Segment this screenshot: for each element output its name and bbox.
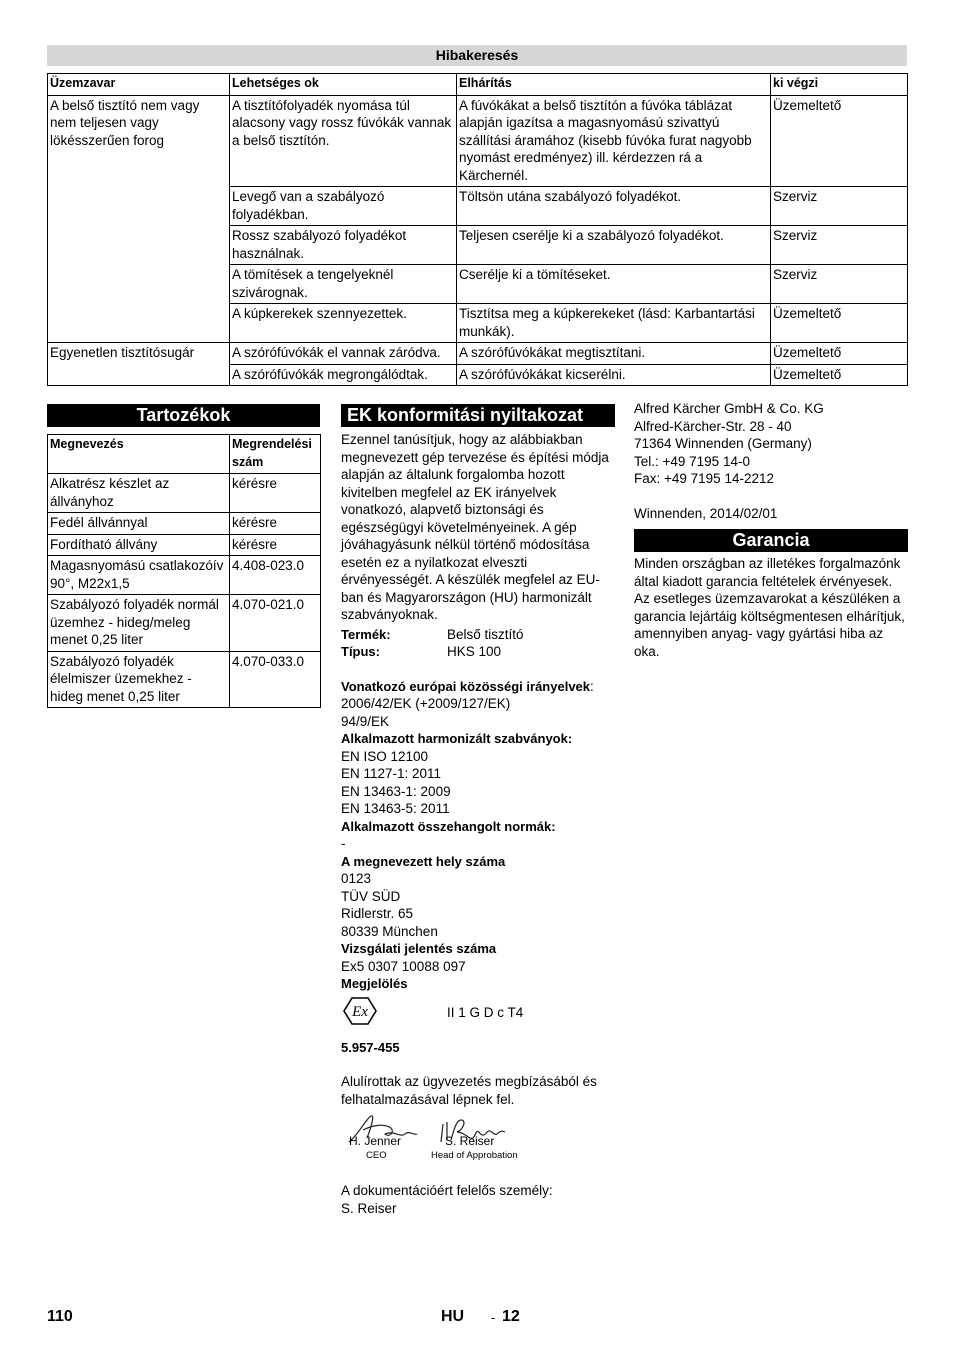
report-label: Vizsgálati jelentés száma — [341, 941, 497, 956]
fix-cell: Tisztítsa meg a kúpkerekeket (lásd: Karbantartási munkák). — [457, 304, 771, 343]
product-label: Termék: — [341, 626, 391, 642]
accessory-name: Szabályozó folyadék élelmiszer üzemekhez - hideg menet 0,25 liter — [48, 651, 230, 708]
table-row — [48, 534, 321, 556]
directives-heading — [341, 678, 615, 696]
coordinated-label: Alkalmazott összehangolt normák: — [341, 818, 556, 834]
header-who: ki végzi — [771, 74, 908, 96]
cause-cell: A kúpkerekek szennyezettek. — [230, 304, 457, 343]
doc-responsible-label: A dokumentációért felelős személy: — [341, 1183, 553, 1198]
notified-item: 0123 — [341, 871, 372, 886]
accessory-name: Alkatrész készlet az állványhoz — [48, 474, 230, 513]
table-row — [48, 651, 321, 708]
harmonized-item: EN 13463-1: 2009 — [341, 783, 451, 799]
troubleshooting-header-row — [48, 74, 908, 96]
fix-cell: Teljesen cserélje ki a szabályozó folyadékot. — [457, 226, 771, 265]
product-value: Belső tisztító — [447, 626, 524, 642]
cause-cell: A szórófúvókák el vannak záródva. — [230, 343, 457, 365]
who-cell: Üzemeltető — [771, 343, 908, 365]
page-number: 110 — [47, 1308, 73, 1325]
harmonized-item: EN 1127-1: 2011 — [341, 766, 442, 781]
warranty-text: Minden országban az illetékes forgalmazónk által kiadott garancia feltételek érvényesek. Az esetleges üzemzavarokat a készüléken a garancia lejártáig költségmentesen elhárítjuk, amennyiben anyag- vagy gyártási hiba az oka. — [634, 556, 905, 659]
warranty-title: Garancia — [634, 529, 908, 552]
footer-language: HU — [441, 1308, 465, 1325]
fix-cell: A szórófúvókákat kicserélni. — [457, 364, 771, 386]
accessories-header-row — [48, 435, 321, 474]
notified-item: Ridlerstr. 65 — [341, 906, 414, 921]
accessory-name: Szabályozó folyadék normál üzemhez - hideg/meleg menet 0,25 liter — [48, 595, 230, 652]
fault-cell: Egyenetlen tisztítósugár — [48, 343, 230, 386]
accessory-order-no: 4.070-021.0 — [230, 595, 321, 652]
harmonized-item: EN ISO 12100 — [341, 748, 429, 764]
signatures — [341, 1112, 615, 1170]
harmonized-label: Alkalmazott harmonizált szabványok: — [341, 731, 573, 746]
fix-cell: Töltsön utána szabályozó folyadékot. — [457, 187, 771, 226]
header-cause: Lehetséges ok — [230, 74, 457, 96]
company-line: 71364 Winnenden (Germany) — [634, 436, 812, 451]
footer-dash: - — [491, 1310, 496, 1325]
marking-value: II 1 G D c T4 — [447, 1004, 524, 1020]
fix-cell: A fúvókákat a belső tisztítón a fúvóka táblázat alapján igazítsa a magasnyomású szivattyú szállítási áramához (kisebb fúvóka furat nagyobb nyomást eredményez) ill. kérdezzen rá a Kärchernél. — [457, 95, 771, 187]
footer-subpage: 12 — [502, 1308, 520, 1325]
cause-cell: A tisztítófolyadék nyomása túl alacsony vagy rossz fúvókák vannak a belső tisztítón. — [230, 95, 457, 187]
accessory-order-no: kérésre — [230, 474, 321, 513]
fix-cell: A szórófúvókákat megtisztítani. — [457, 343, 771, 365]
signer1-role: CEO — [366, 1150, 387, 1161]
company-line: Alfred-Kärcher-Str. 28 - 40 — [634, 418, 792, 434]
type-label: Típus: — [341, 644, 380, 659]
marking-label: Megjelölés — [341, 976, 408, 991]
who-cell: Üzemeltető — [771, 364, 908, 386]
accessory-order-no: kérésre — [230, 534, 321, 556]
ex-hexagon-icon — [343, 996, 377, 1026]
troubleshooting-title: Hibakeresés — [47, 45, 907, 66]
fault-cell: A belső tisztító nem vagy nem teljesen vagy lökésszerűen forog — [48, 95, 230, 343]
company-date: Winnenden, 2014/02/01 — [634, 505, 778, 521]
product-code: 5.957-455 — [341, 1039, 400, 1055]
who-cell: Szerviz — [771, 187, 908, 226]
type-value: HKS 100 — [447, 644, 502, 659]
troubleshooting-table — [47, 73, 908, 386]
header-order-no: Megrendelési szám — [230, 435, 321, 474]
signer2-name: S. Reiser — [445, 1134, 495, 1148]
who-cell: Szerviz — [771, 265, 908, 304]
company-line: Alfred Kärcher GmbH & Co. KG — [634, 401, 824, 416]
who-cell: Üzemeltető — [771, 304, 908, 343]
who-cell: Üzemeltető — [771, 95, 908, 187]
svg-text:Ex: Ex — [352, 1003, 368, 1020]
cause-cell: Rossz szabályozó folyadékot használnak. — [230, 226, 457, 265]
type-row — [341, 643, 615, 661]
report-value: Ex5 0307 10088 097 — [341, 958, 466, 974]
accessory-order-no: kérésre — [230, 513, 321, 535]
accessory-name: Magasnyomású csatlakozóív 90°, M22x1,5 — [48, 556, 230, 595]
directive-item: 94/9/EK — [341, 713, 390, 729]
header-name: Megnevezés — [48, 435, 230, 474]
accessory-name: Fordítható állvány — [48, 534, 230, 556]
signer2-role: Head of Approbation — [431, 1150, 518, 1161]
header-fix: Elhárítás — [457, 74, 771, 96]
marking-row — [341, 996, 615, 1036]
cause-cell: A tömítések a tengelyeknél szivárognak. — [230, 265, 457, 304]
doc-responsible-name: S. Reiser — [341, 1200, 397, 1216]
accessory-order-no: 4.408-023.0 — [230, 556, 321, 595]
accessories-table — [47, 434, 321, 708]
product-row — [341, 626, 615, 644]
cause-cell: A szórófúvókák megrongálódtak. — [230, 364, 457, 386]
coordinated-item: - — [341, 836, 346, 851]
table-row — [48, 595, 321, 652]
table-row — [48, 474, 321, 513]
conformity-title: EK konformitási nyiltakozat — [341, 404, 615, 427]
company-address — [634, 400, 908, 522]
harmonized-item: EN 13463-5: 2011 — [341, 801, 450, 816]
header-fault: Üzemzavar — [48, 74, 230, 96]
who-cell: Szerviz — [771, 226, 908, 265]
table-row — [48, 95, 908, 187]
notified-item: TÜV SÜD — [341, 888, 401, 904]
accessories-title: Tartozékok — [47, 404, 320, 427]
directive-item: 2006/42/EK (+2009/127/EK) — [341, 696, 511, 711]
table-row — [48, 556, 321, 595]
company-line: Tel.: +49 7195 14-0 — [634, 453, 750, 469]
accessory-order-no: 4.070-033.0 — [230, 651, 321, 708]
table-row — [48, 343, 908, 365]
conformity-section — [341, 431, 615, 1217]
notified-label: A megnevezett hely száma — [341, 853, 506, 869]
company-line: Fax: +49 7195 14-2212 — [634, 471, 774, 486]
notified-item: 80339 München — [341, 923, 438, 939]
table-row — [48, 513, 321, 535]
directives-label: Vonatkozó európai közösségi irányelvek — [341, 678, 591, 694]
accessory-name: Fedél állvánnyal — [48, 513, 230, 535]
doc-responsible — [341, 1182, 615, 1217]
signer1-name: H. Jenner — [349, 1134, 402, 1148]
cause-cell: Levegő van a szabályozó folyadékban. — [230, 187, 457, 226]
fix-cell: Cserélje ki a tömítéseket. — [457, 265, 771, 304]
signed-text: Alulírottak az ügyvezetés megbízásából és felhatalmazásával lépnek fel. — [341, 1074, 597, 1107]
conformity-intro: Ezennel tanúsítjuk, hogy az alábbiakban megnevezett gép tervezése és építési módja alapján az általunk forgalomba hozott kivitelben megfelel az EK irányelvek vonatkozó, alapvető biztonsági és egészségügyi követelményeinek. A gép jóváhagyásunk nélkül történő módosítása esetén ez a nyilatkozat elveszti érvényességét. A készülék megfelel az EU-ban és Magyarországon (HU) harmonizált szabványoknak. — [341, 432, 609, 622]
directives-colon: : — [590, 678, 594, 694]
